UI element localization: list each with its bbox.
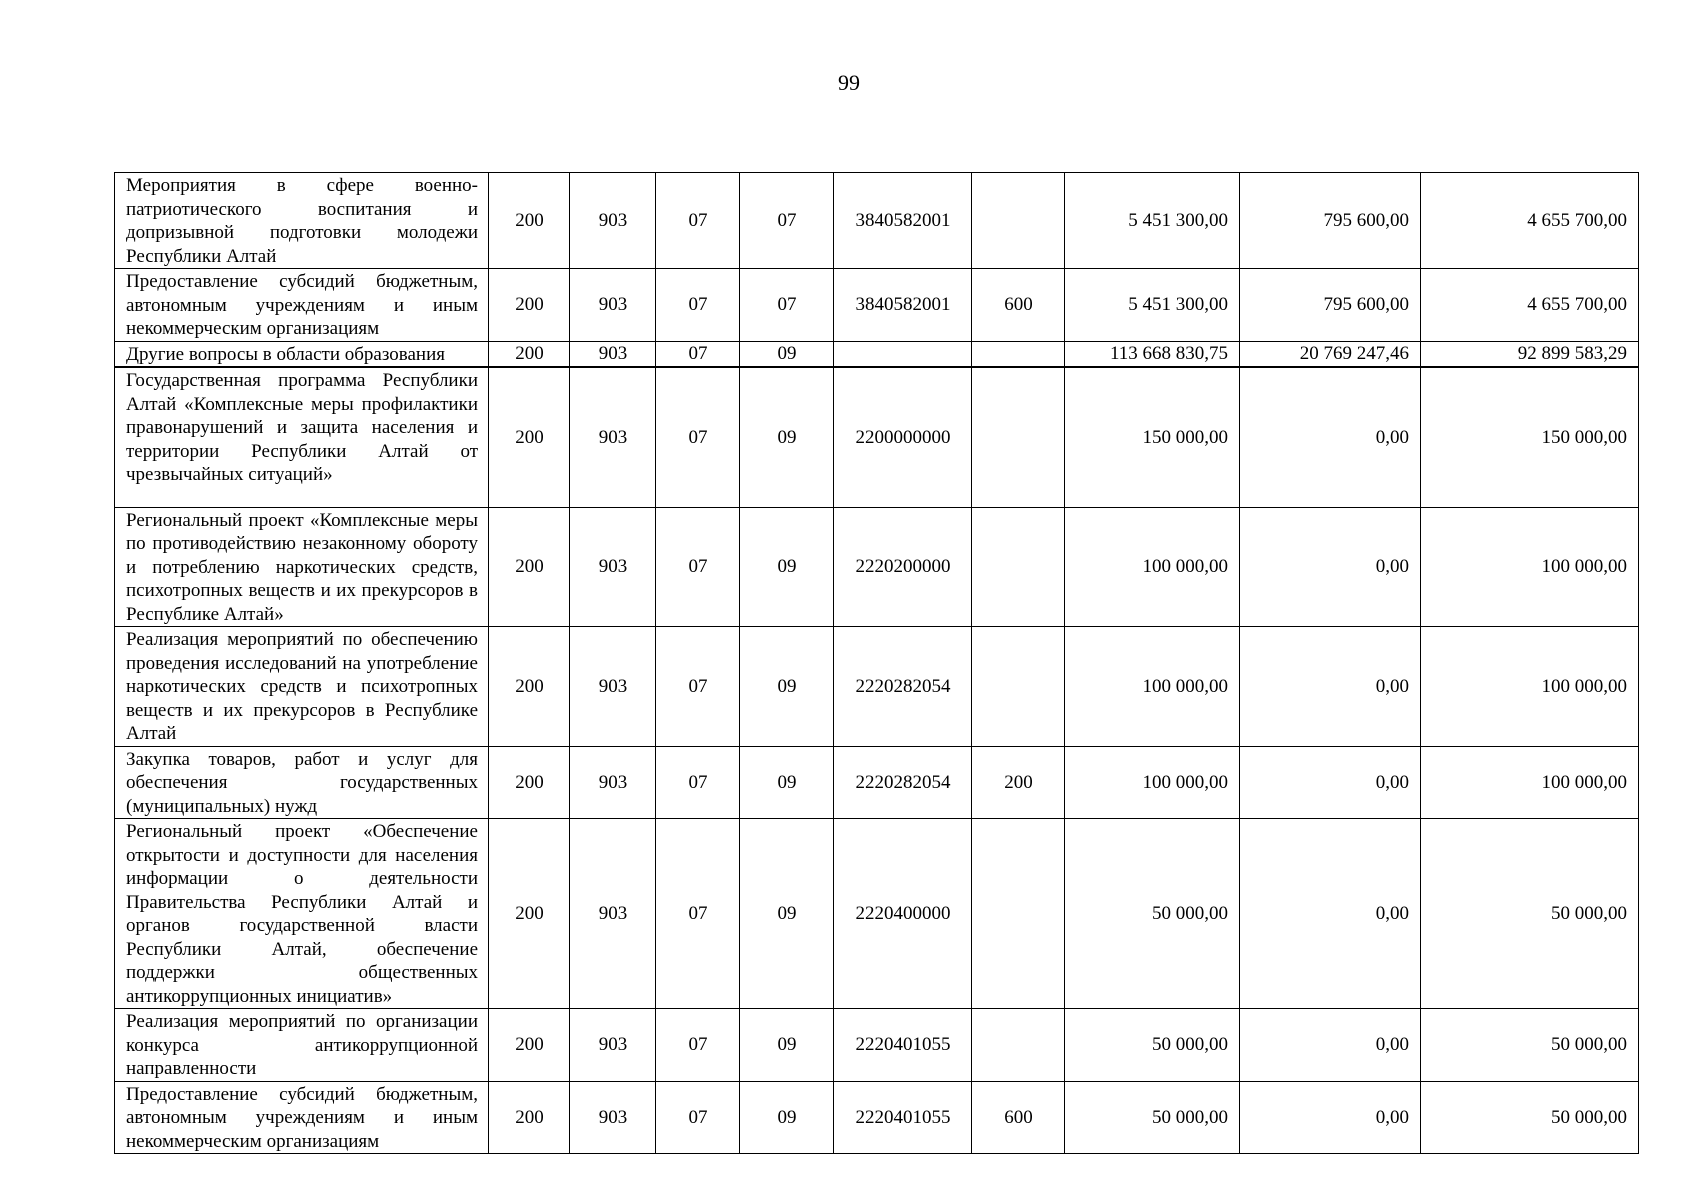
- amount-col3: 100 000,00: [1421, 627, 1639, 747]
- amount-total: 113 668 830,75: [1065, 341, 1240, 367]
- pr-code: 09: [740, 507, 834, 627]
- ved-code: 903: [570, 173, 656, 269]
- row-name: Другие вопросы в области образования: [115, 341, 489, 367]
- row-name: Региональный проект «Обеспечение открытости и доступности для населения информации о деятельности Правительства Республики Алтай и органов государственной власти Республики Алтай, обеспечение поддержки общественных антикоррупционных инициатив»: [115, 819, 489, 1009]
- row-name: Реализация мероприятий по обеспечению проведения исследований на употребление наркотических средств и психотропных веществ и их прекурсоров в Республике Алтай: [115, 627, 489, 747]
- rz-code: 07: [656, 269, 740, 342]
- rz-code: 07: [656, 1081, 740, 1154]
- grbs-code: 200: [489, 173, 570, 269]
- table-row: [115, 367, 1639, 507]
- rz-code: 07: [656, 819, 740, 1009]
- amount-col3: 50 000,00: [1421, 819, 1639, 1009]
- amount-total: 100 000,00: [1065, 746, 1240, 819]
- csr-code: 2220401055: [834, 1009, 972, 1082]
- vr-code: [972, 367, 1065, 507]
- pr-code: 09: [740, 367, 834, 507]
- row-name: Государственная программа Республики Алтай «Комплексные меры профилактики правонарушений и защита населения и территории Республики Алтай от чрезвычайных ситуаций»: [115, 367, 489, 507]
- table-row: [115, 1009, 1639, 1082]
- amount-total: 50 000,00: [1065, 1009, 1240, 1082]
- vr-code: [972, 627, 1065, 747]
- amount-col3: 50 000,00: [1421, 1009, 1639, 1082]
- row-name: Региональный проект «Комплексные меры по противодействию незаконному обороту и потреблению наркотических средств, психотропных веществ и их прекурсоров в Республике Алтай»: [115, 507, 489, 627]
- csr-code: 2220282054: [834, 627, 972, 747]
- amount-col2: 20 769 247,46: [1240, 341, 1421, 367]
- pr-code: 09: [740, 341, 834, 367]
- table-row: [115, 819, 1639, 1009]
- amount-col2: 0,00: [1240, 627, 1421, 747]
- pr-code: 09: [740, 1081, 834, 1154]
- grbs-code: 200: [489, 507, 570, 627]
- csr-code: 2220401055: [834, 1081, 972, 1154]
- amount-col3: 4 655 700,00: [1421, 269, 1639, 342]
- vr-code: [972, 341, 1065, 367]
- table-row: [115, 341, 1639, 367]
- row-name: Мероприятия в сфере военно-патриотического воспитания и допризывной подготовки молодежи Республики Алтай: [115, 173, 489, 269]
- ved-code: 903: [570, 341, 656, 367]
- amount-total: 5 451 300,00: [1065, 173, 1240, 269]
- vr-code: [972, 1009, 1065, 1082]
- amount-total: 50 000,00: [1065, 1081, 1240, 1154]
- rz-code: 07: [656, 173, 740, 269]
- pr-code: 09: [740, 1009, 834, 1082]
- ved-code: 903: [570, 627, 656, 747]
- pr-code: 09: [740, 819, 834, 1009]
- row-name: Предоставление субсидий бюджетным, автономным учреждениям и иным некоммерческим организациям: [115, 1081, 489, 1154]
- pr-code: 07: [740, 269, 834, 342]
- grbs-code: 200: [489, 367, 570, 507]
- table-row: [115, 269, 1639, 342]
- csr-code: 2200000000: [834, 367, 972, 507]
- amount-col3: 100 000,00: [1421, 507, 1639, 627]
- table-row: [115, 173, 1639, 269]
- grbs-code: 200: [489, 269, 570, 342]
- row-name: Реализация мероприятий по организации конкурса антикоррупционной направленности: [115, 1009, 489, 1082]
- rz-code: 07: [656, 341, 740, 367]
- amount-col3: 100 000,00: [1421, 746, 1639, 819]
- vr-code: [972, 507, 1065, 627]
- grbs-code: 200: [489, 627, 570, 747]
- grbs-code: 200: [489, 819, 570, 1009]
- amount-col2: 795 600,00: [1240, 269, 1421, 342]
- budget-table-body: [115, 173, 1639, 1154]
- vr-code: 600: [972, 1081, 1065, 1154]
- amount-col2: 0,00: [1240, 819, 1421, 1009]
- vr-code: [972, 173, 1065, 269]
- grbs-code: 200: [489, 1009, 570, 1082]
- csr-code: 2220200000: [834, 507, 972, 627]
- csr-code: 2220282054: [834, 746, 972, 819]
- amount-total: 50 000,00: [1065, 819, 1240, 1009]
- amount-col2: 0,00: [1240, 1081, 1421, 1154]
- rz-code: 07: [656, 367, 740, 507]
- pr-code: 07: [740, 173, 834, 269]
- rz-code: 07: [656, 746, 740, 819]
- rz-code: 07: [656, 507, 740, 627]
- ved-code: 903: [570, 746, 656, 819]
- ved-code: 903: [570, 819, 656, 1009]
- ved-code: 903: [570, 507, 656, 627]
- csr-code: 3840582001: [834, 269, 972, 342]
- grbs-code: 200: [489, 746, 570, 819]
- amount-col2: 0,00: [1240, 1009, 1421, 1082]
- amount-col2: 0,00: [1240, 507, 1421, 627]
- ved-code: 903: [570, 269, 656, 342]
- page-number: 99: [838, 70, 860, 95]
- csr-code: 2220400000: [834, 819, 972, 1009]
- table-row: [115, 746, 1639, 819]
- vr-code: [972, 819, 1065, 1009]
- table-row: [115, 507, 1639, 627]
- row-name: Предоставление субсидий бюджетным, автономным учреждениям и иным некоммерческим организациям: [115, 269, 489, 342]
- grbs-code: 200: [489, 1081, 570, 1154]
- amount-total: 5 451 300,00: [1065, 269, 1240, 342]
- ved-code: 903: [570, 1009, 656, 1082]
- csr-code: 3840582001: [834, 173, 972, 269]
- amount-col2: 0,00: [1240, 367, 1421, 507]
- csr-code: [834, 341, 972, 367]
- amount-col2: 795 600,00: [1240, 173, 1421, 269]
- ved-code: 903: [570, 1081, 656, 1154]
- pr-code: 09: [740, 746, 834, 819]
- pr-code: 09: [740, 627, 834, 747]
- amount-total: 150 000,00: [1065, 367, 1240, 507]
- amount-total: 100 000,00: [1065, 507, 1240, 627]
- amount-col2: 0,00: [1240, 746, 1421, 819]
- vr-code: 200: [972, 746, 1065, 819]
- amount-col3: 50 000,00: [1421, 1081, 1639, 1154]
- amount-col3: 150 000,00: [1421, 367, 1639, 507]
- vr-code: 600: [972, 269, 1065, 342]
- amount-col3: 4 655 700,00: [1421, 173, 1639, 269]
- amount-total: 100 000,00: [1065, 627, 1240, 747]
- rz-code: 07: [656, 627, 740, 747]
- table-row: [115, 1081, 1639, 1154]
- ved-code: 903: [570, 367, 656, 507]
- amount-col3: 92 899 583,29: [1421, 341, 1639, 367]
- grbs-code: 200: [489, 341, 570, 367]
- table-row: [115, 627, 1639, 747]
- rz-code: 07: [656, 1009, 740, 1082]
- row-name: Закупка товаров, работ и услуг для обеспечения государственных (муниципальных) нужд: [115, 746, 489, 819]
- budget-table: [114, 172, 1639, 1154]
